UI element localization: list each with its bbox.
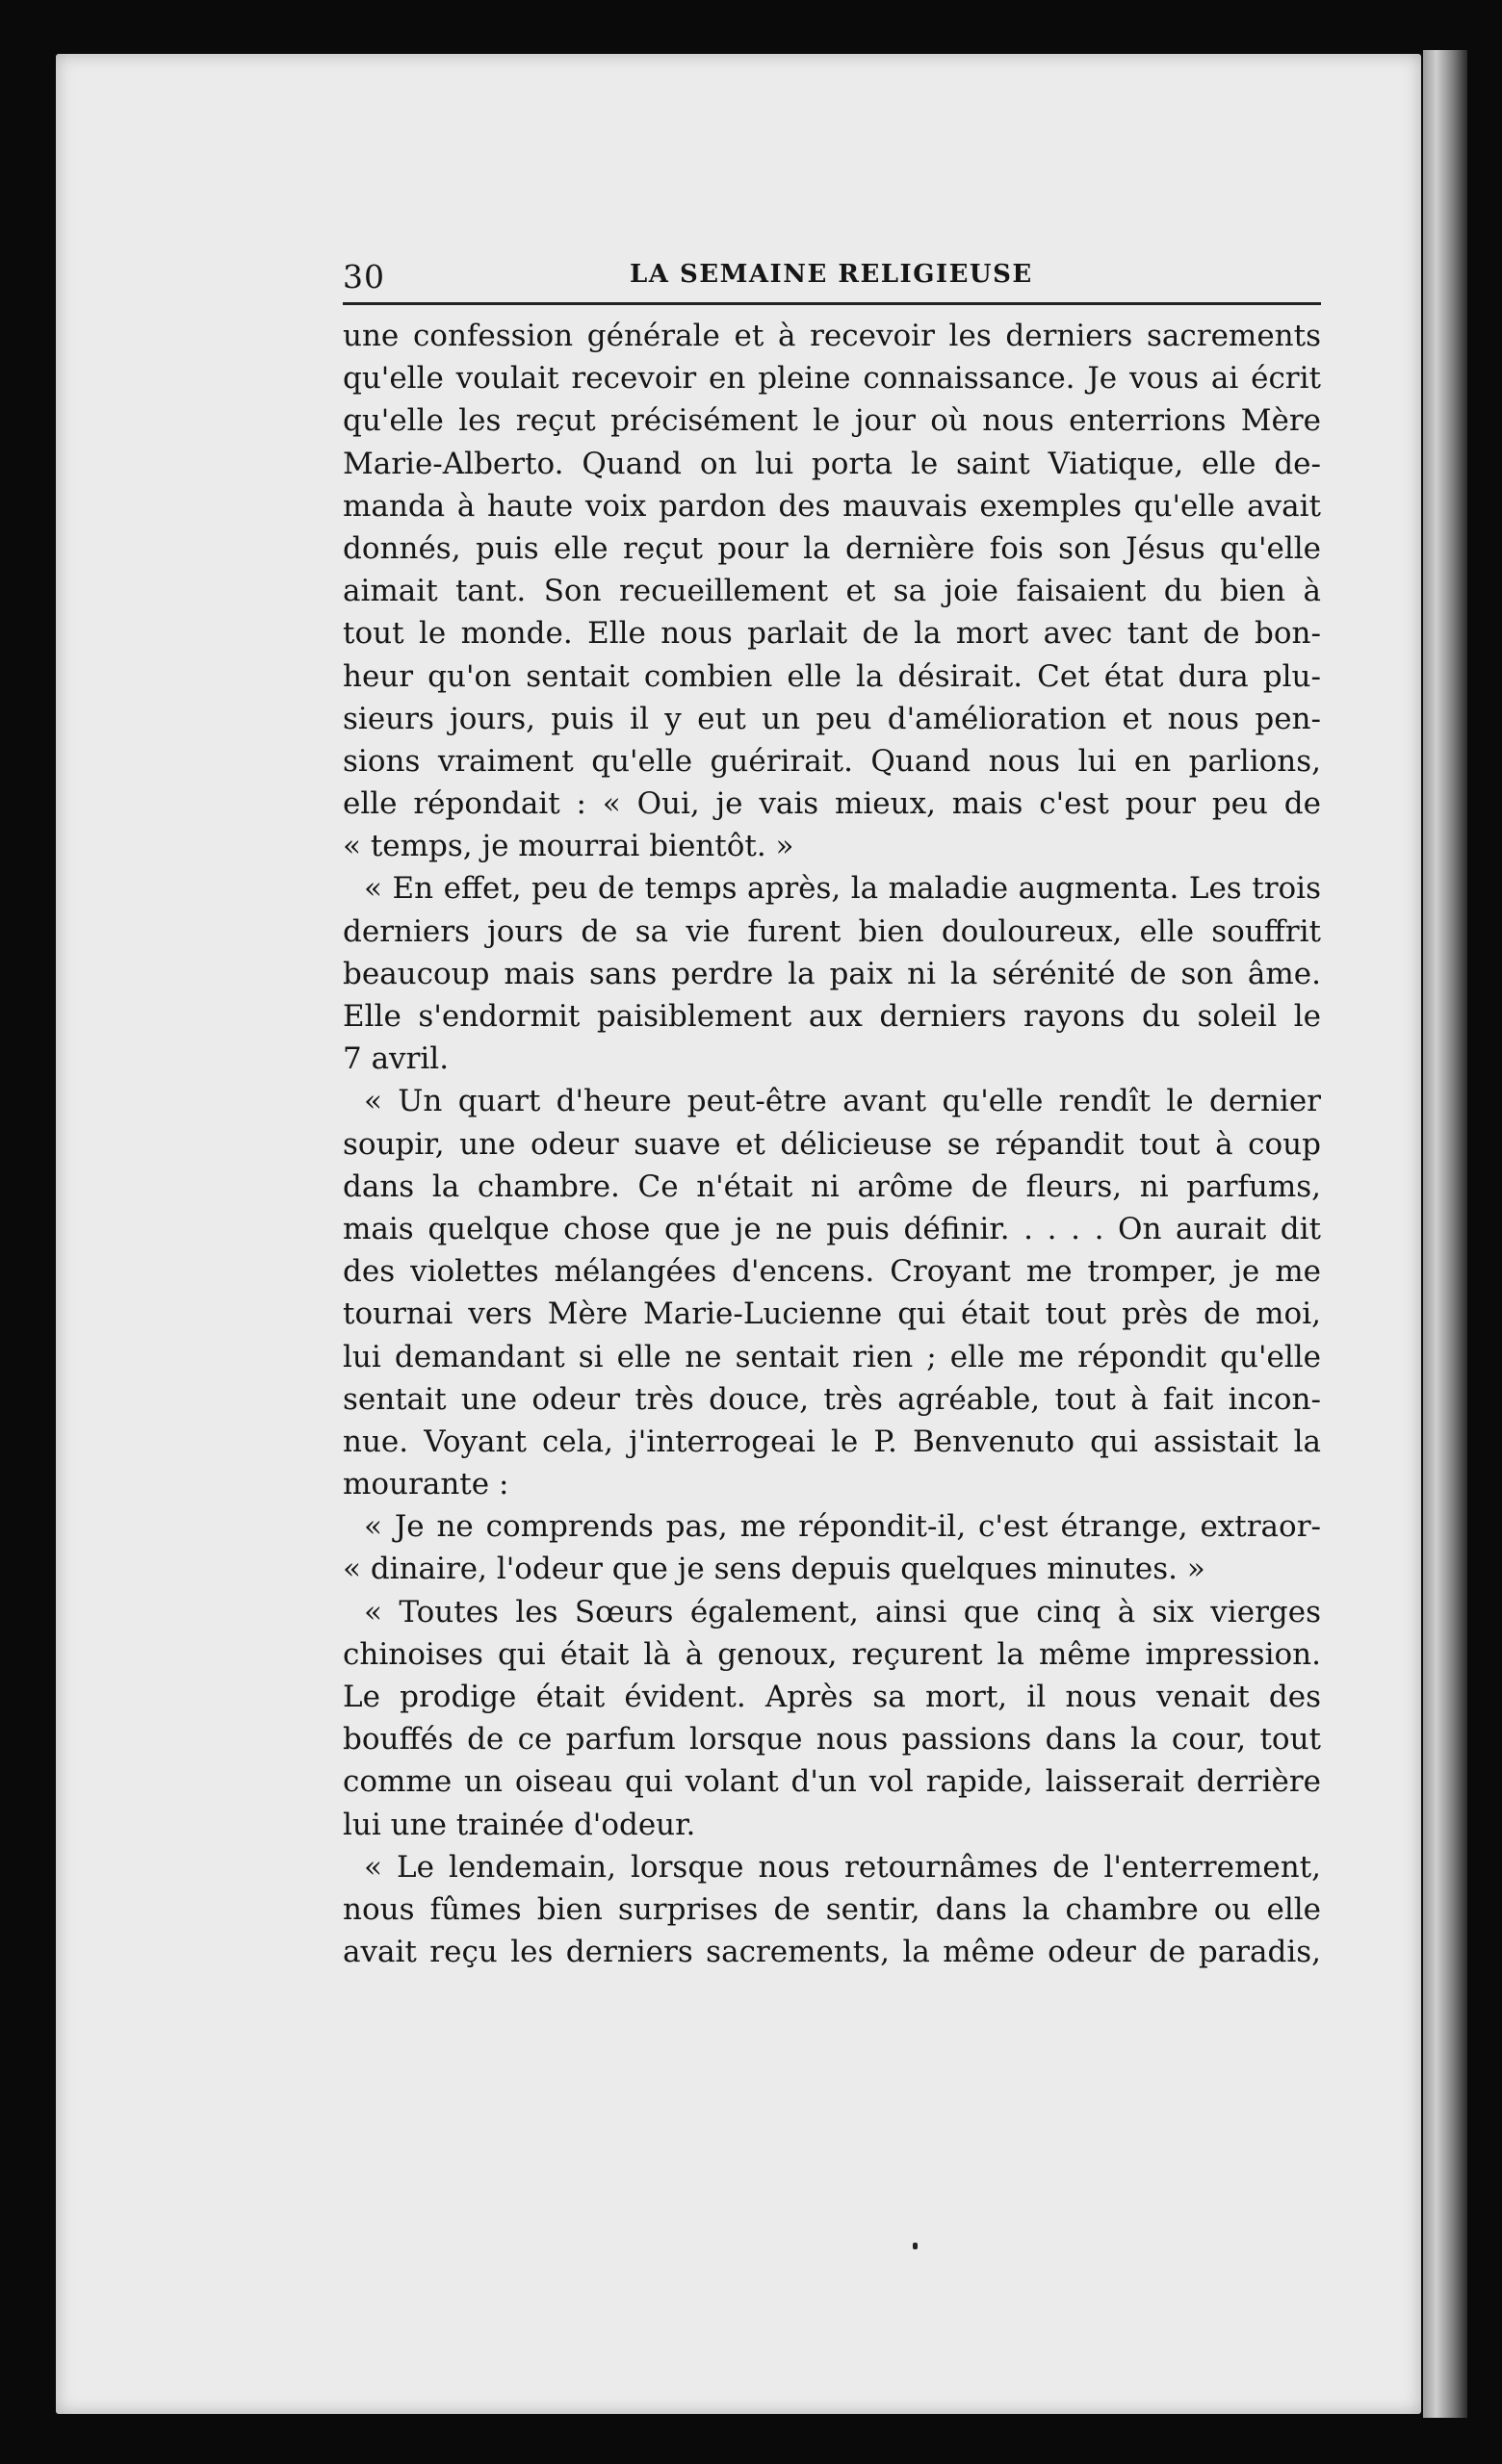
text-line: qu'elle les reçut précisément le jour où nous enterrions Mère — [343, 403, 1321, 439]
text-line: « En effet, peu de temps après, la maladie augmenta. Les trois — [364, 871, 1321, 907]
text-line: derniers jours de sa vie furent bien douloureux, elle souffrit — [343, 913, 1321, 949]
text-line: mourante : — [343, 1467, 509, 1502]
text-line: chinoises qui était là à genoux, reçurent la même impression. — [343, 1636, 1321, 1672]
text-line: tournai vers Mère Marie-Lucienne qui était tout près de moi, — [343, 1296, 1321, 1332]
book-edge — [1423, 50, 1467, 2418]
text-line: beaucoup mais sans perdre la paix ni la sérénité de son âme. — [343, 956, 1321, 991]
text-line: sions vraiment qu'elle guérirait. Quand nous lui en parlions, — [343, 743, 1321, 779]
text-line: sieurs jours, puis il y eut un peu d'amélioration et nous pen- — [343, 701, 1321, 736]
body-text — [343, 315, 1321, 1973]
page-content — [343, 258, 1321, 1973]
text-line: aimait tant. Son recueillement et sa joie faisaient du bien à — [343, 574, 1321, 609]
text-line: « Le lendemain, lorsque nous retournâmes de l'enterrement, — [364, 1849, 1321, 1885]
text-line: bouffés de ce parfum lorsque nous passions dans la cour, tout — [343, 1722, 1321, 1758]
text-line: Marie-Alberto. Quand on lui porta le saint Viatique, elle de- — [343, 446, 1321, 481]
text-line: avait reçu les derniers sacrements, la même odeur de paradis, — [343, 1935, 1321, 1970]
page-number: 30 — [343, 258, 385, 295]
text-line: soupir, une odeur suave et délicieuse se répandit tout à coup — [343, 1126, 1321, 1162]
text-line: nue. Voyant cela, j'interrogeai le P. Benvenuto qui assistait la — [343, 1424, 1321, 1459]
ink-speck — [913, 2243, 918, 2249]
header-rule — [343, 302, 1321, 305]
text-line: Elle s'endormit paisiblement aux derniers rayons du soleil le — [343, 999, 1321, 1034]
text-line: manda à haute voix pardon des mauvais exemples qu'elle avait — [343, 488, 1321, 524]
text-line: nous fûmes bien surprises de sentir, dans la chambre ou elle — [343, 1891, 1321, 1927]
text-line: « Toutes les Sœurs également, ainsi que cinq à six vierges — [364, 1594, 1321, 1630]
text-line: dans la chambre. Ce n'était ni arôme de fleurs, ni parfums, — [343, 1168, 1321, 1204]
text-line: mais quelque chose que je ne puis définir. . . . . On aurait dit — [343, 1211, 1321, 1246]
text-line: donnés, puis elle reçut pour la dernière fois son Jésus qu'elle — [343, 530, 1321, 566]
text-line: 7 avril. — [343, 1041, 450, 1077]
text-line: des violettes mélangées d'encens. Croyant me tromper, je me — [343, 1254, 1321, 1290]
text-line: comme un oiseau qui volant d'un vol rapide, laisserait derrière — [343, 1764, 1321, 1800]
text-line: lui une trainée d'odeur. — [343, 1807, 696, 1842]
text-line: « dinaire, l'odeur que je sens depuis quelques minutes. » — [343, 1552, 1205, 1587]
text-line: « Je ne comprends pas, me répondit-il, c'est étrange, extraor- — [364, 1509, 1321, 1545]
text-line: qu'elle voulait recevoir en pleine connaissance. Je vous ai écrit — [343, 361, 1321, 397]
text-line: « temps, je mourrai bientôt. » — [343, 829, 794, 864]
text-line: elle répondait : « Oui, je vais mieux, mais c'est pour peu de — [343, 786, 1321, 822]
text-line: une confession générale et à recevoir les derniers sacrements — [343, 319, 1321, 353]
text-line: heur qu'on sentait combien elle la désirait. Cet état dura plu- — [343, 658, 1321, 694]
text-line: Le prodige était évident. Après sa mort, il nous venait des — [343, 1680, 1321, 1714]
running-header — [343, 258, 1321, 302]
text-line: « Un quart d'heure peut-être avant qu'elle rendît le dernier — [364, 1084, 1321, 1119]
text-line: sentait une odeur très douce, très agréable, tout à fait incon- — [343, 1381, 1321, 1417]
text-line: lui demandant si elle ne sentait rien ; elle me répondit qu'elle — [343, 1339, 1321, 1374]
running-title: LA SEMAINE RELIGIEUSE — [630, 260, 1033, 289]
text-line: tout le monde. Elle nous parlait de la mort avec tant de bon- — [343, 616, 1321, 652]
